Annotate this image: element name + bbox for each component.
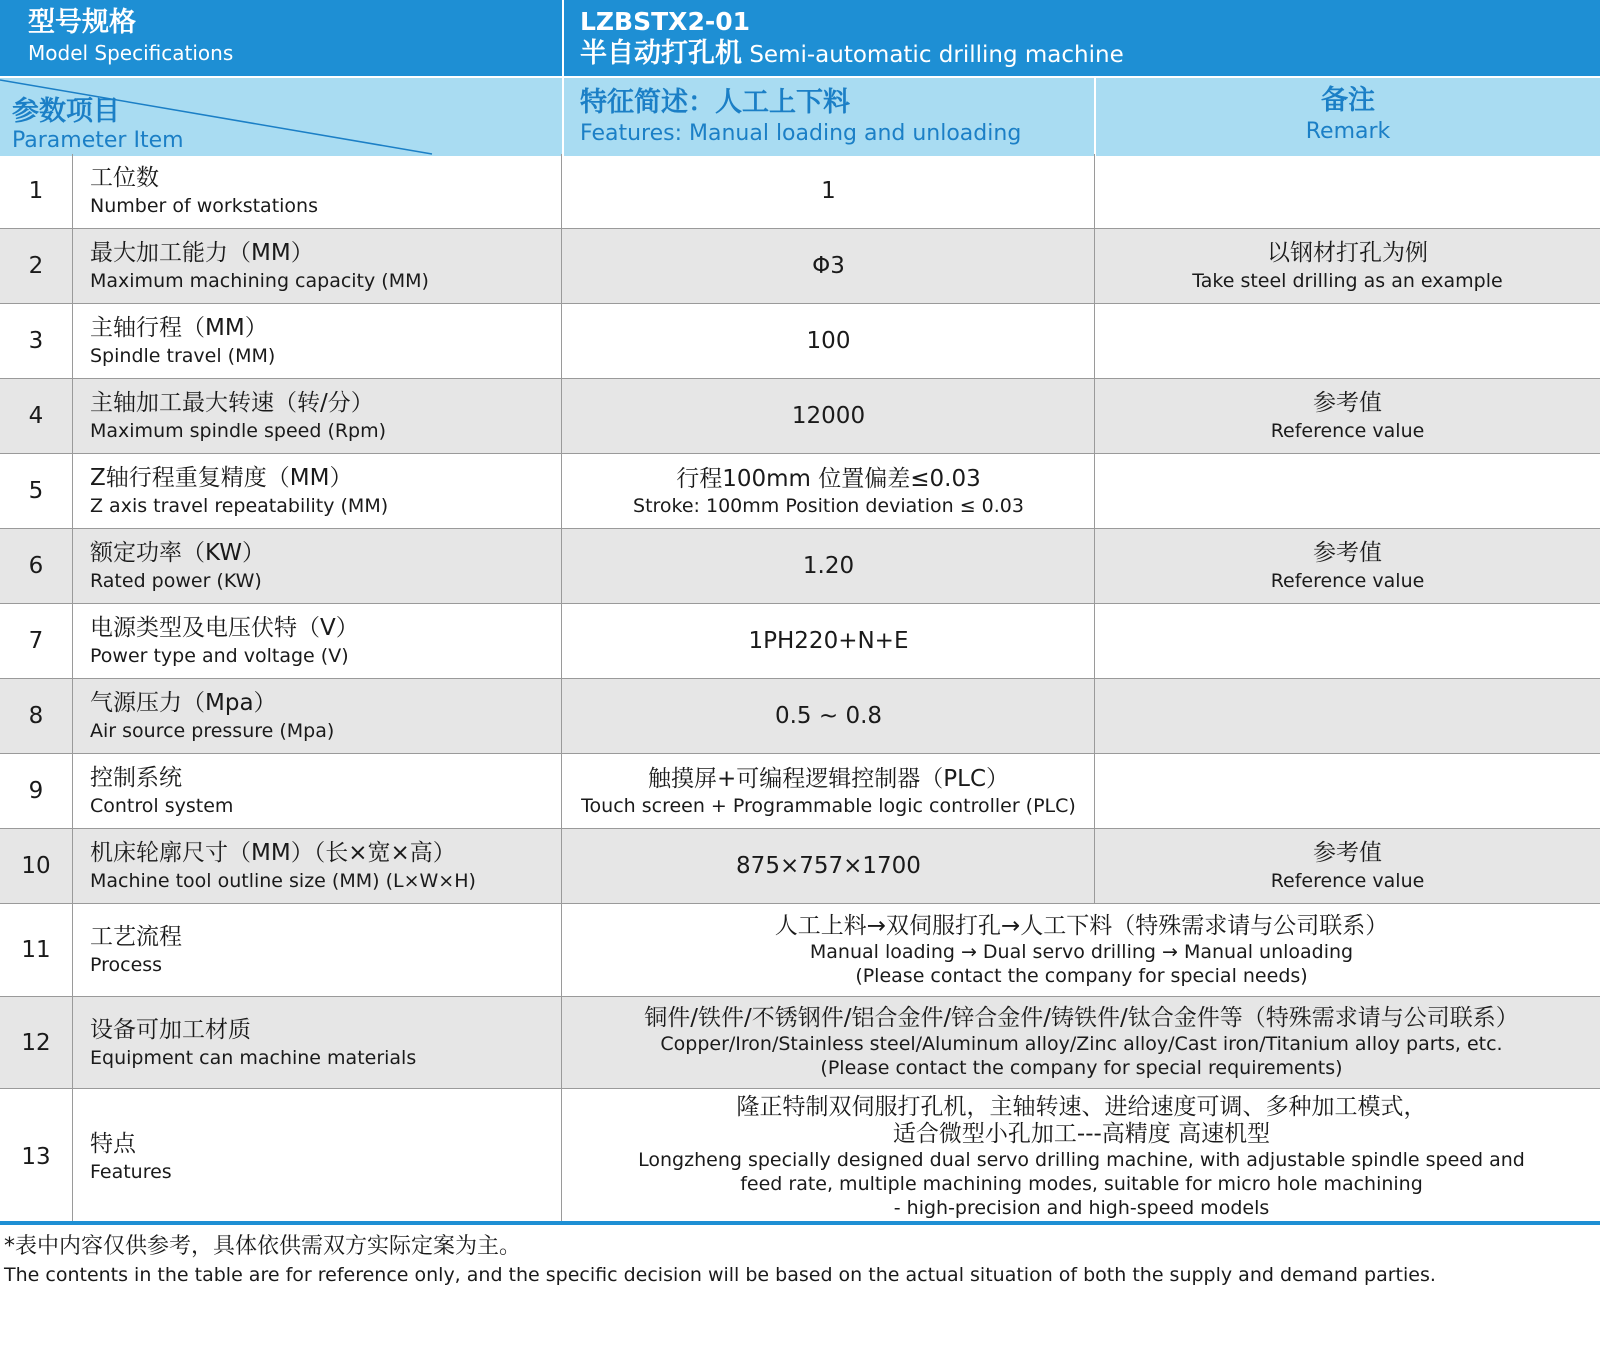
row-number: 5 xyxy=(0,454,73,528)
value-text: 875×757×1700 xyxy=(736,853,921,879)
remark-cell xyxy=(1095,829,1600,903)
parameter-value xyxy=(563,379,1095,453)
remark-en: Reference value xyxy=(1270,570,1425,592)
table-row xyxy=(0,1089,1600,1225)
item-cn: 工艺流程 xyxy=(90,924,182,950)
value-text: 1 xyxy=(821,178,836,204)
table-row xyxy=(0,529,1600,604)
table-row xyxy=(0,904,1600,997)
parameter-value xyxy=(563,829,1095,903)
remark-cell xyxy=(1095,454,1600,528)
column-header-bar xyxy=(0,76,1600,156)
item-en: Machine tool outline size (MM) (L×W×H) xyxy=(90,870,476,892)
parameter-item xyxy=(73,997,562,1088)
remark-cn: 参考值 xyxy=(1313,390,1382,416)
row-number: 7 xyxy=(0,604,73,678)
footnote xyxy=(4,1232,1596,1288)
parameter-value xyxy=(563,997,1600,1088)
remark-cell xyxy=(1095,304,1600,378)
value-cn-line2: 适合微型小孔加工---高精度 高速机型 xyxy=(892,1121,1271,1147)
item-cn: 主轴行程（MM） xyxy=(90,315,268,341)
value-cn: 触摸屏+可编程逻辑控制器（PLC） xyxy=(647,766,1009,792)
features-header-en: Features: Manual loading and unloading xyxy=(580,121,1022,146)
item-en: Rated power (KW) xyxy=(90,570,262,592)
remark-cell xyxy=(1095,379,1600,453)
remark-en: Reference value xyxy=(1270,420,1425,442)
product-heading xyxy=(580,6,1124,71)
footnote-cn: *表中内容仅供参考，具体依供需双方实际定案为主。 xyxy=(4,1234,522,1259)
value-en-note: (Please contact the company for special needs) xyxy=(855,964,1308,987)
row-number: 8 xyxy=(0,679,73,753)
item-en: Power type and voltage (V) xyxy=(90,645,349,667)
value-cn: 铜件/铁件/不锈钢件/铝合金件/锌合金件/铸铁件/钛合金件等（特殊需求请与公司联系） xyxy=(644,1005,1519,1031)
parameter-item-cn: 参数项目 xyxy=(12,96,120,127)
item-cn: 电源类型及电压伏特（V） xyxy=(90,615,359,641)
parameter-value xyxy=(563,679,1095,753)
parameter-value xyxy=(563,454,1095,528)
parameter-item xyxy=(73,829,562,903)
row-number: 3 xyxy=(0,304,73,378)
value-cn: 隆正特制双伺服打孔机，主轴转速、进给速度可调、多种加工模式， xyxy=(736,1094,1427,1120)
model-spec-cn: 型号规格 xyxy=(28,7,136,38)
item-cn: 控制系统 xyxy=(90,765,182,791)
item-en: Number of workstations xyxy=(90,195,318,217)
value-text: Φ3 xyxy=(812,253,845,279)
value-text: 12000 xyxy=(791,403,866,429)
table-row xyxy=(0,604,1600,679)
remark-cn: 以钢材打孔为例 xyxy=(1267,240,1428,266)
title-divider xyxy=(562,0,564,76)
remark-header xyxy=(1096,84,1600,146)
remark-cell xyxy=(1095,529,1600,603)
product-name-cn: 半自动打孔机 xyxy=(580,38,742,69)
parameter-value xyxy=(563,229,1095,303)
table-row xyxy=(0,304,1600,379)
value-text: 1PH220+N+E xyxy=(748,628,909,654)
value-en-line2: feed rate, multiple machining modes, suitable for micro hole machining xyxy=(740,1173,1423,1195)
parameter-item xyxy=(73,529,562,603)
parameter-value xyxy=(563,904,1600,996)
item-en: Equipment can machine materials xyxy=(90,1046,417,1069)
value-en: Copper/Iron/Stainless steel/Aluminum alloy/Zinc alloy/Cast iron/Titanium alloy parts, etc. xyxy=(660,1033,1503,1055)
parameter-value xyxy=(563,1089,1600,1225)
parameter-item xyxy=(73,379,562,453)
item-cn: 最大加工能力（MM） xyxy=(90,240,314,266)
row-number: 12 xyxy=(0,997,73,1088)
product-name-en: Semi-automatic drilling machine xyxy=(749,42,1124,68)
value-en: Longzheng specially designed dual servo drilling machine, with adjustable spindle speed and xyxy=(638,1149,1525,1171)
features-header-cn: 特征简述：人工上下料 xyxy=(580,87,850,118)
item-cn: 机床轮廓尺寸（MM）（长×宽×高） xyxy=(90,840,456,866)
parameter-item-en: Parameter Item xyxy=(12,128,184,153)
parameter-item xyxy=(73,679,562,753)
remark-header-cn: 备注 xyxy=(1321,85,1375,116)
row-number: 13 xyxy=(0,1089,73,1225)
parameter-item xyxy=(73,229,562,303)
item-cn: 特点 xyxy=(90,1131,136,1157)
value-cn: 人工上料→双伺服打孔→人工下料（特殊需求请与公司联系） xyxy=(774,912,1389,939)
remark-header-en: Remark xyxy=(1305,119,1391,144)
parameter-item xyxy=(73,604,562,678)
remark-cell xyxy=(1095,679,1600,753)
table-row xyxy=(0,229,1600,304)
footnote-en: The contents in the table are for reference only, and the specific decision will be based on the actual situation of both the supply and demand parties. xyxy=(4,1264,1436,1286)
table-row xyxy=(0,754,1600,829)
value-en: Manual loading → Dual servo drilling → Manual unloading xyxy=(809,940,1354,963)
value-en-line3: - high-precision and high-speed models xyxy=(893,1197,1270,1219)
value-text: 100 xyxy=(806,328,851,354)
item-cn: 额定功率（KW） xyxy=(90,540,266,566)
parameter-item xyxy=(73,304,562,378)
item-en: Air source pressure (Mpa) xyxy=(90,720,335,742)
value-text: 1.20 xyxy=(802,553,855,579)
item-en: Z axis travel repeatability (MM) xyxy=(90,495,389,517)
parameter-value xyxy=(563,754,1095,828)
title-bar xyxy=(0,0,1600,76)
item-cn: 气源压力（Mpa） xyxy=(90,690,277,716)
value-en: Touch screen + Programmable logic controller (PLC) xyxy=(581,795,1076,817)
item-cn: 设备可加工材质 xyxy=(90,1016,251,1043)
row-number: 4 xyxy=(0,379,73,453)
model-spec-heading xyxy=(28,6,233,66)
parameter-value xyxy=(563,604,1095,678)
row-number: 10 xyxy=(0,829,73,903)
table-row xyxy=(0,829,1600,904)
spec-table xyxy=(0,154,1600,1225)
remark-cn: 参考值 xyxy=(1313,840,1382,866)
row-number: 9 xyxy=(0,754,73,828)
parameter-item xyxy=(73,154,562,228)
remark-cell xyxy=(1095,754,1600,828)
parameter-item xyxy=(73,754,562,828)
row-number: 2 xyxy=(0,229,73,303)
item-en: Maximum spindle speed (Rpm) xyxy=(90,420,387,442)
row-number: 6 xyxy=(0,529,73,603)
remark-en: Reference value xyxy=(1270,870,1425,892)
table-row xyxy=(0,454,1600,529)
item-en: Process xyxy=(90,954,163,976)
value-cn: 行程100mm 位置偏差≤0.03 xyxy=(676,466,981,492)
value-en-note: (Please contact the company for special requirements) xyxy=(820,1057,1343,1079)
header-divider xyxy=(562,78,564,156)
value-text: 0.5 ~ 0.8 xyxy=(774,703,883,729)
diagonal-header-cell xyxy=(0,78,562,156)
item-en: Maximum machining capacity (MM) xyxy=(90,270,429,292)
item-cn: 工位数 xyxy=(90,165,159,191)
value-en: Stroke: 100mm Position deviation ≤ 0.03 xyxy=(633,495,1024,517)
remark-en: Take steel drilling as an example xyxy=(1192,270,1503,292)
table-row xyxy=(0,679,1600,754)
row-number: 1 xyxy=(0,154,73,228)
table-bottom-rule xyxy=(0,1221,1600,1225)
table-row xyxy=(0,154,1600,229)
parameter-value xyxy=(563,154,1095,228)
parameter-item xyxy=(73,904,562,996)
product-code: LZBSTX2-01 xyxy=(580,7,751,36)
table-row xyxy=(0,997,1600,1089)
item-en: Spindle travel (MM) xyxy=(90,345,276,367)
table-row xyxy=(0,379,1600,454)
parameter-item xyxy=(73,1089,562,1225)
parameter-item-label xyxy=(12,96,184,154)
remark-cell xyxy=(1095,604,1600,678)
product-name xyxy=(580,38,1124,71)
remark-cn: 参考值 xyxy=(1313,540,1382,566)
parameter-value xyxy=(563,304,1095,378)
parameter-value xyxy=(563,529,1095,603)
parameter-item xyxy=(73,454,562,528)
features-header xyxy=(580,86,1021,148)
item-cn: Z轴行程重复精度（MM） xyxy=(90,465,353,491)
remark-cell xyxy=(1095,154,1600,228)
model-spec-en: Model Specifications xyxy=(28,41,234,65)
item-en: Control system xyxy=(90,795,234,817)
item-cn: 主轴加工最大转速（转/分） xyxy=(90,390,374,416)
item-en: Features xyxy=(90,1161,172,1183)
remark-cell xyxy=(1095,229,1600,303)
row-number: 11 xyxy=(0,904,73,996)
